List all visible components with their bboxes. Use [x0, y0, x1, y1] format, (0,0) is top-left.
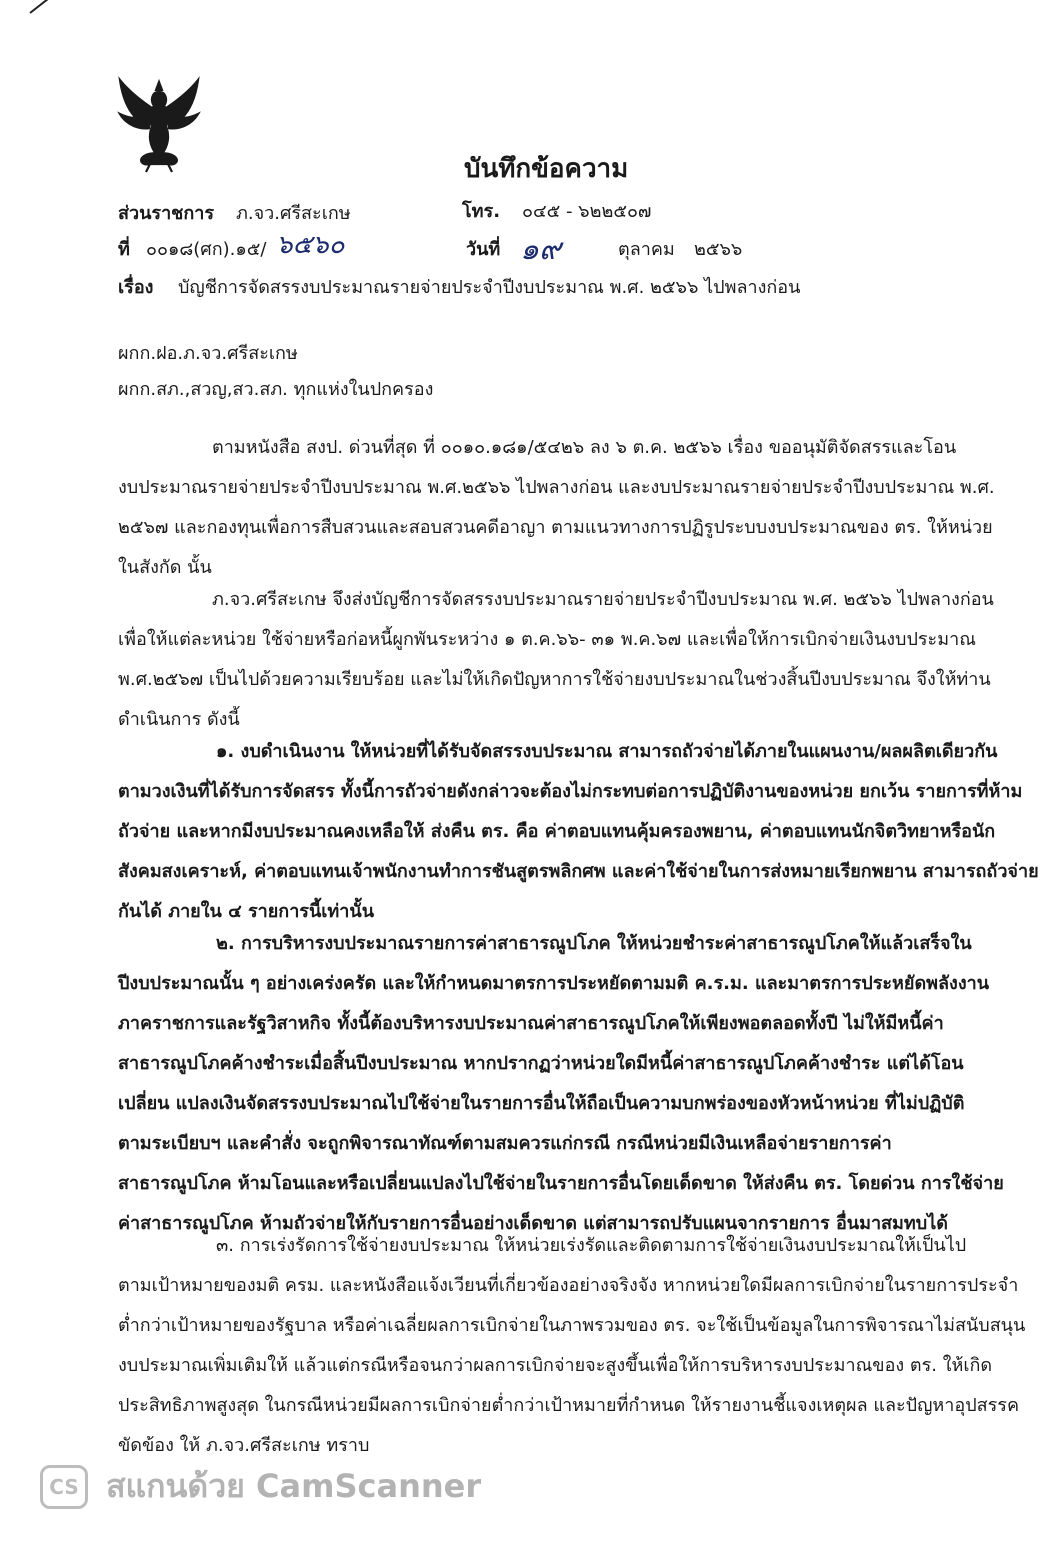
text-line: ๓. การเร่งรัดการใช้จ่ายงบประมาณ ให้หน่วยเร่งรัดและติดตามการใช้จ่ายเงินงบประมาณให้เป็นไป: [216, 1235, 967, 1256]
text-line: สาธารณูปโภคค้างชำระเมื่อสิ้นปีงบประมาณ หากปรากฏว่าหน่วยใดมีหนี้ค่าสาธารณูปโภคค้างชำระ แต่ได้โอน: [118, 1053, 964, 1074]
document-title: บันทึกข้อความ: [464, 154, 629, 184]
text-line: เปลี่ยน แปลงเงินจัดสรรงบประมาณไปใช้จ่ายในรายการอื่นให้ถือเป็นความบกพร่องของหัวหน้าหน่วย ที่ไม่ปฏิบัติ: [118, 1093, 965, 1114]
subject-value: บัญชีการจัดสรรงบประมาณรายจ่ายประจำปีงบประมาณ พ.ศ. ๒๕๖๖ ไปพลางก่อน: [178, 277, 801, 298]
camscanner-watermark: [40, 1461, 481, 1512]
item-2: [118, 924, 1004, 1244]
text-line: ปีงบประมาณนั้น ๆ อย่างเคร่งครัด และให้กำหนดมาตรการประหยัดตามมติ ค.ร.ม. และมาตรการประหยัดพลังงาน: [118, 973, 990, 994]
item-3: [118, 1226, 1026, 1466]
date-label: วันที่: [466, 239, 501, 260]
recipient-line: ผกก.ฝอ.ภ.จว.ศรีสะเกษ: [118, 343, 298, 364]
pen-mark: [29, 0, 63, 14]
text-line: งบประมาณเพิ่มเติมให้ แล้วแต่กรณีหรือจนกว่าผลการเบิกจ่ายจะสูงขึ้นเพื่อให้การบริหารงบประมาณของ ตร. ให้เกิด: [118, 1355, 993, 1376]
item-1: [118, 732, 1039, 932]
agency-label: ส่วนราชการ: [118, 203, 215, 224]
number-value: ๐๐๑๘(ศก).๑๕/: [146, 239, 267, 260]
text-line: ๒. การบริหารงบประมาณรายการค่าสาธารณูปโภค ให้หน่วยชำระค่าสาธารณูปโภคให้แล้วเสร็จใน: [216, 933, 972, 954]
text-line: ค่าสาธารณูปโภค ห้ามถัวจ่ายให้กับรายการอื่นอย่างเด็ดขาด แต่สามารถปรับแผนจากรายการ อื่นมาสมทบได้: [118, 1213, 948, 1234]
number-handwritten: ๖๕๖๐: [276, 230, 345, 260]
text-line: ตามหนังสือ สงป. ด่วนที่สุด ที่ ๐๐๑๐.๑๘๑/๕๔๒๖ ลง ๖ ต.ค. ๒๕๖๖ เรื่อง ขออนุมัติจัดสรรและโอน: [212, 437, 957, 458]
text-line: ๒๕๖๗ และกองทุนเพื่อการสืบสวนและสอบสวนคดีอาญา ตามแนวทางการปฏิรูประบบงบประมาณของ ตร. ให้หน่วย: [118, 517, 993, 538]
text-line: ขัดข้อง ให้ ภ.จว.ศรีสะเกษ ทราบ: [118, 1435, 370, 1456]
number-label: ที่: [118, 239, 130, 260]
text-line: ถัวจ่าย และหากมีงบประมาณคงเหลือให้ ส่งคืน ตร. คือ ค่าตอบแทนคุ้มครองพยาน, ค่าตอบแทนนักจิตวิทยาหรือนัก: [118, 821, 996, 842]
agency-value: ภ.จว.ศรีสะเกษ: [236, 203, 351, 224]
text-line: ตามระเบียบฯ และคำสั่ง จะถูกพิจารณาทัณฑ์ตามสมควรแก่กรณี กรณีหน่วยมีเงินเหลือจ่ายรายการค่า: [118, 1133, 892, 1154]
paragraph-reference: [118, 428, 995, 588]
text-line: ประสิทธิภาพสูงสุด ในกรณีหน่วยมีผลการเบิกจ่ายต่ำกว่าเป้าหมายที่กำหนด ให้รายงานชี้แจงเหตุผล และปัญหาอุปสรรค: [118, 1395, 1019, 1416]
garuda-emblem-icon: [114, 74, 204, 174]
text-line: ภาคราชการและรัฐวิสาหกิจ ทั้งนี้ต้องบริหารงบประมาณค่าสาธารณูปโภคให้เพียงพอตลอดทั้งปี ไม่ให้มีหนี้ค่า: [118, 1013, 944, 1034]
text-line: ตามเป้าหมายของมติ ครม. และหนังสือแจ้งเวียนที่เกี่ยวข้องอย่างจริงจัง หากหน่วยใดมีผลการเบิกจ่ายในรายการประจำ: [118, 1275, 1019, 1296]
text-line: งบประมาณรายจ่ายประจำปีงบประมาณ พ.ศ.๒๕๖๖ ไปพลางก่อน และงบประมาณรายจ่ายประจำปีงบประมาณ พ.ศ.: [118, 477, 995, 498]
text-line: ต่ำกว่าเป้าหมายของรัฐบาล หรือค่าเฉลี่ยผลการเบิกจ่ายในภาพรวมของ ตร. จะใช้เป็นข้อมูลในการพิจารณาไม่สนับสนุน: [118, 1315, 1026, 1336]
phone-label: โทร.: [462, 201, 501, 222]
subject-label: เรื่อง: [118, 277, 154, 298]
date-year: ๒๕๖๖: [694, 239, 743, 260]
date-day-handwritten: ๑๙: [520, 232, 562, 267]
text-line: สาธารณูปโภค ห้ามโอนและหรือเปลี่ยนแปลงไปใช้จ่ายในรายการอื่นโดยเด็ดขาด ให้ส่งคืน ตร. โดยด่วน การใช้จ่าย: [118, 1173, 1004, 1194]
phone-value: ๐๔๕ - ๖๒๒๕๐๗: [522, 201, 652, 222]
text-line: ตามวงเงินที่ได้รับการจัดสรร ทั้งนี้การถัวจ่ายดังกล่าวจะต้องไม่กระทบต่อการปฏิบัติงานของหน่วย ยกเว้น รายการที่ห้าม: [118, 781, 1023, 802]
text-line: สังคมสงเคราะห์, ค่าตอบแทนเจ้าพนักงานทำการชันสูตรพลิกศพ และค่าใช้จ่ายในการส่งหมายเรียกพยาน สามารถถัวจ่าย: [118, 861, 1039, 882]
text-line: ในสังกัด นั้น: [118, 557, 212, 578]
watermark-text: สแกนด้วย CamScanner: [106, 1467, 482, 1505]
text-line: พ.ศ.๒๕๖๗ เป็นไปด้วยความเรียบร้อย และไม่ให้เกิดปัญหาการใช้จ่ายงบประมาณในช่วงสิ้นปีงบประมาณ จึงให้ท่าน: [118, 669, 991, 690]
recipient-line: ผกก.สภ.,สวญ,สว.สภ. ทุกแห่งในปกครอง: [118, 379, 434, 400]
paragraph-instruction: [118, 580, 994, 740]
text-line: เพื่อให้แต่ละหน่วย ใช้จ่ายหรือก่อหนี้ผูกพันระหว่าง ๑ ต.ค.๖๖- ๓๑ พ.ค.๖๗ และเพื่อให้การเบิกจ่ายเงินงบประมาณ: [118, 629, 976, 650]
camscanner-logo-icon: CS: [40, 1465, 88, 1509]
text-line: ๑. งบดำเนินงาน ให้หน่วยที่ได้รับจัดสรรงบประมาณ สามารถถัวจ่ายได้ภายในแผนงาน/ผลผลิตเดียวกัน: [216, 741, 998, 762]
text-line: ดำเนินการ ดังนี้: [118, 709, 240, 730]
text-line: กันได้ ภายใน ๔ รายการนี้เท่านั้น: [118, 901, 375, 922]
date-month: ตุลาคม: [618, 239, 675, 260]
text-line: ภ.จว.ศรีสะเกษ จึงส่งบัญชีการจัดสรรงบประมาณรายจ่ายประจำปีงบประมาณ พ.ศ. ๒๕๖๖ ไปพลางก่อน: [212, 589, 994, 610]
